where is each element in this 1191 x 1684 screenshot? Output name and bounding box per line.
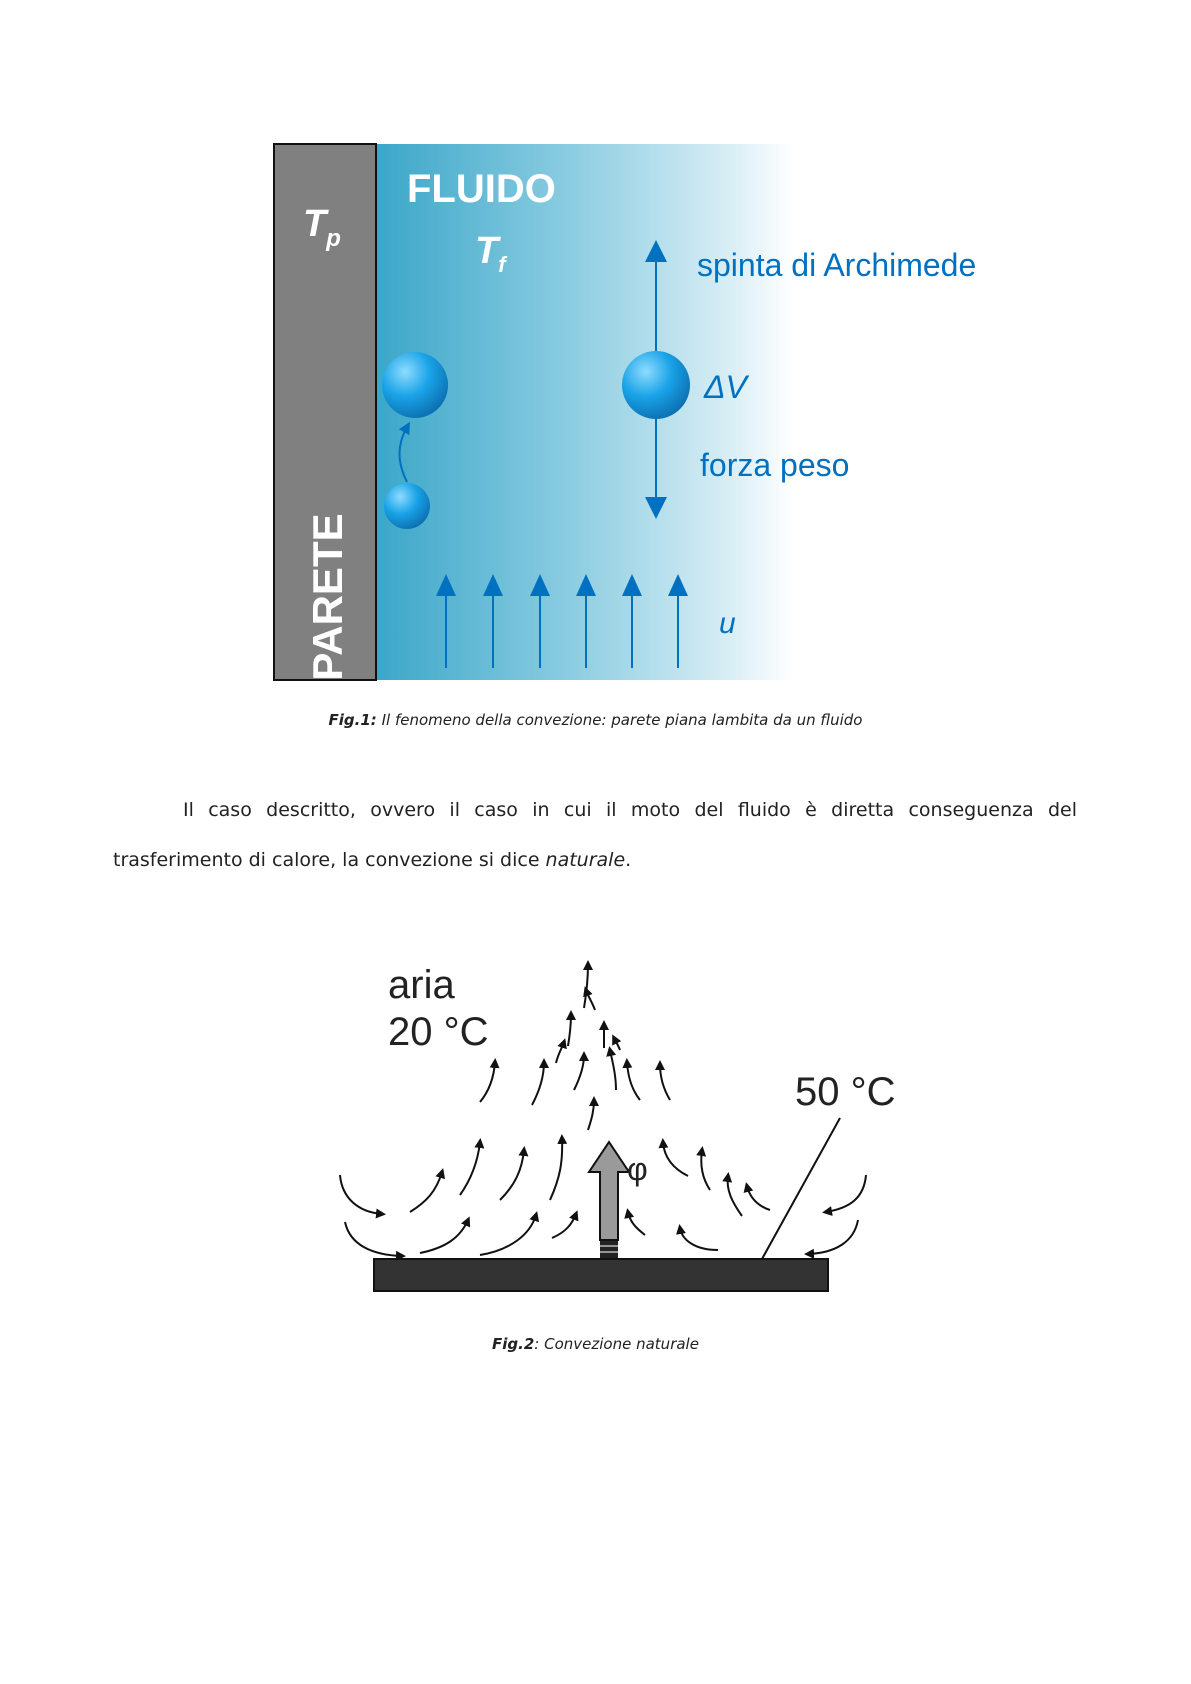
figure-2-caption-prefix: Fig.2 bbox=[492, 1335, 535, 1353]
figure-1-caption-text: Il fenomeno della convezione: parete piana lambita da un fluido bbox=[376, 711, 863, 729]
heat-flux-symbol: φ bbox=[627, 1151, 648, 1187]
wall-label: PARETE bbox=[304, 513, 351, 681]
bubble-large-wall bbox=[382, 352, 448, 418]
plate-temperature: 50 °C bbox=[795, 1070, 896, 1114]
paragraph-line-2-text: trasferimento di calore, la convezione si dice bbox=[113, 849, 546, 871]
fluid-label: FLUIDO bbox=[407, 167, 556, 211]
paragraph-line-2 bbox=[113, 845, 1077, 875]
wall-temp-subscript: p bbox=[326, 225, 341, 252]
body-paragraph bbox=[113, 795, 1077, 875]
wall-temp-symbol: T bbox=[303, 203, 327, 245]
figure-2-caption-text: : Convezione naturale bbox=[534, 1335, 699, 1353]
air-label: aria bbox=[388, 963, 455, 1007]
figure-1-caption-prefix: Fig.1: bbox=[328, 711, 377, 729]
fluid-temp-subscript: f bbox=[498, 252, 506, 277]
fluid-volume-bubble bbox=[622, 351, 690, 419]
figure-1-caption bbox=[0, 711, 1191, 729]
fluid-region bbox=[374, 144, 794, 680]
figure-1-convection-wall bbox=[270, 140, 990, 690]
weight-label: forza peso bbox=[700, 447, 850, 483]
plate-leader-line bbox=[762, 1118, 840, 1259]
heated-plate bbox=[374, 1259, 828, 1291]
paragraph-line-1: Il caso descritto, ovvero il caso in cui il moto del fluido è diretta conseguenza del bbox=[183, 799, 1077, 821]
fluid-temp-symbol: T bbox=[475, 230, 499, 272]
figure-2-caption bbox=[0, 1335, 1191, 1353]
buoyancy-label: spinta di Archimede bbox=[697, 247, 977, 283]
bubble-small-wall bbox=[384, 483, 430, 529]
figure-2-natural-convection bbox=[330, 950, 910, 1310]
velocity-label: u bbox=[719, 607, 736, 640]
air-temperature: 20 °C bbox=[388, 1010, 489, 1054]
volume-label: ΔV bbox=[704, 369, 747, 405]
paragraph-emphasis: naturale bbox=[545, 849, 626, 871]
paragraph-line-2-end: . bbox=[625, 849, 632, 871]
heat-flux-arrow bbox=[589, 1142, 629, 1258]
